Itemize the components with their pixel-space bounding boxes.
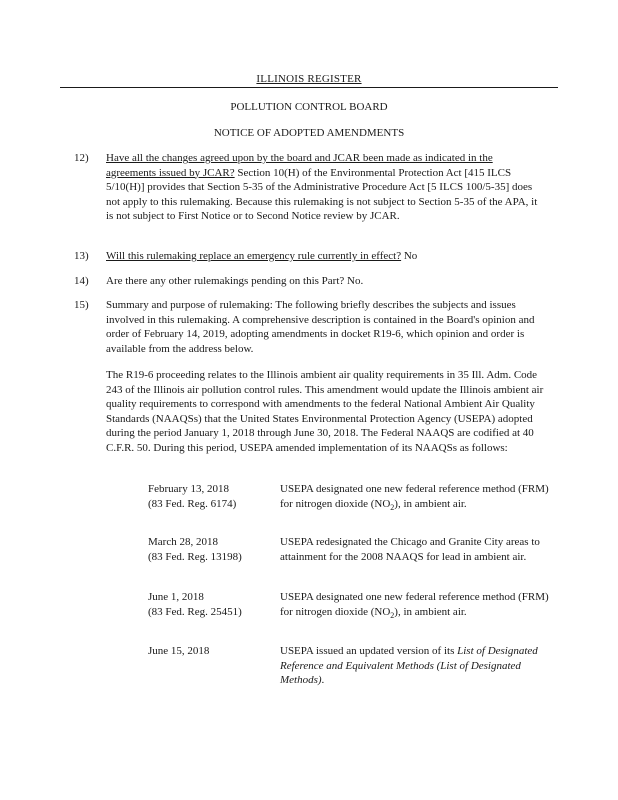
amendment-description: USEPA designated one new federal reference method (FRM) for nitrogen dioxide $(NO_2)$, in ambient air.: [280, 591, 549, 620]
item-number: 13): [74, 250, 89, 262]
header-rule: [60, 87, 558, 88]
amendment-description: USEPA redesignated the Chicago and Granite City areas to attainment for the 2008 NAAQS for lead in ambient air.: [280, 536, 540, 563]
amendment-citation: (83 Fed. Reg. 13198): [148, 550, 242, 563]
item-question: Will this rulemaking replace an emergency rule currently in effect?: [106, 250, 402, 262]
item-number: 14): [74, 275, 89, 287]
amendment-description: USEPA designated one new federal reference method (FRM) for nitrogen dioxide $(NO_2)$, in ambient air.: [280, 483, 549, 512]
register-title: ILLINOIS REGISTER: [256, 73, 362, 85]
board-name: POLLUTION CONTROL BOARD: [230, 101, 388, 113]
notice-title: NOTICE OF ADOPTED AMENDMENTS: [213, 127, 405, 139]
amendment-date: February 13, 2018: [148, 483, 229, 495]
item-question: Have all the changes agreed upon by the board and JCAR been made as indicated in the agreements issued by JCAR?: [106, 152, 493, 179]
item-answer: Summary and purpose of rulemaking: The following briefly describes the subjects and issues involved in this rulemaking. A comprehensive description is contained in the Board's opinion and order of February 14, 2019, adopting amendments in docket R19-6, which opinion and order is available from the address below.: [106, 299, 535, 355]
amendment-date: June 1, 2018: [148, 591, 204, 603]
amendment-date: March 28, 2018: [148, 536, 218, 548]
item-answer: Section 10(H) of the Environmental Protection Act [415 ILCS 5/10(H)] provides that Section 5-35 of the Administrative Procedure Act [5 ILCS 100/5-35] does not apply to this rulemaking. Because this rulemaking is not subject to Section 5-35 of the APA, it is not subject to First Notice or to Second Notice review by JCAR.: [106, 166, 538, 222]
amendment-citation: (83 Fed. Reg. 25451): [148, 605, 242, 618]
item-number: 12): [74, 152, 89, 164]
amendment-date: June 15, 2018: [148, 645, 210, 657]
item-answer: No: [401, 250, 418, 262]
body-paragraph: The R19-6 proceeding relates to the Illinois ambient air quality requirements in 35 Ill. Adm. Code 243 of the Illinois air pollution control rules. This amendment would update the Illinois ambient air quality requirements to correspond with amendments to the federal National Ambient Air Quality Standards (NAAQSs) that the United States Environmental Protection Agency (USEPA) adopted during the period January 1, 2018 through June 30, 2018. The Federal NAAQS are codified at 40 C.F.R. 50. During this period, USEPA amended implementation of its NAAQSs as follows:: [106, 369, 544, 454]
amendment-description: USEPA issued an updated version of its List of Designated Reference and Equivalent Methods (List of Designated Methods).: [280, 645, 538, 686]
amendment-citation: (83 Fed. Reg. 6174): [148, 497, 237, 510]
item-number: 15): [74, 299, 89, 311]
item-answer: Are there any other rulemakings pending on this Part? No.: [106, 275, 364, 287]
